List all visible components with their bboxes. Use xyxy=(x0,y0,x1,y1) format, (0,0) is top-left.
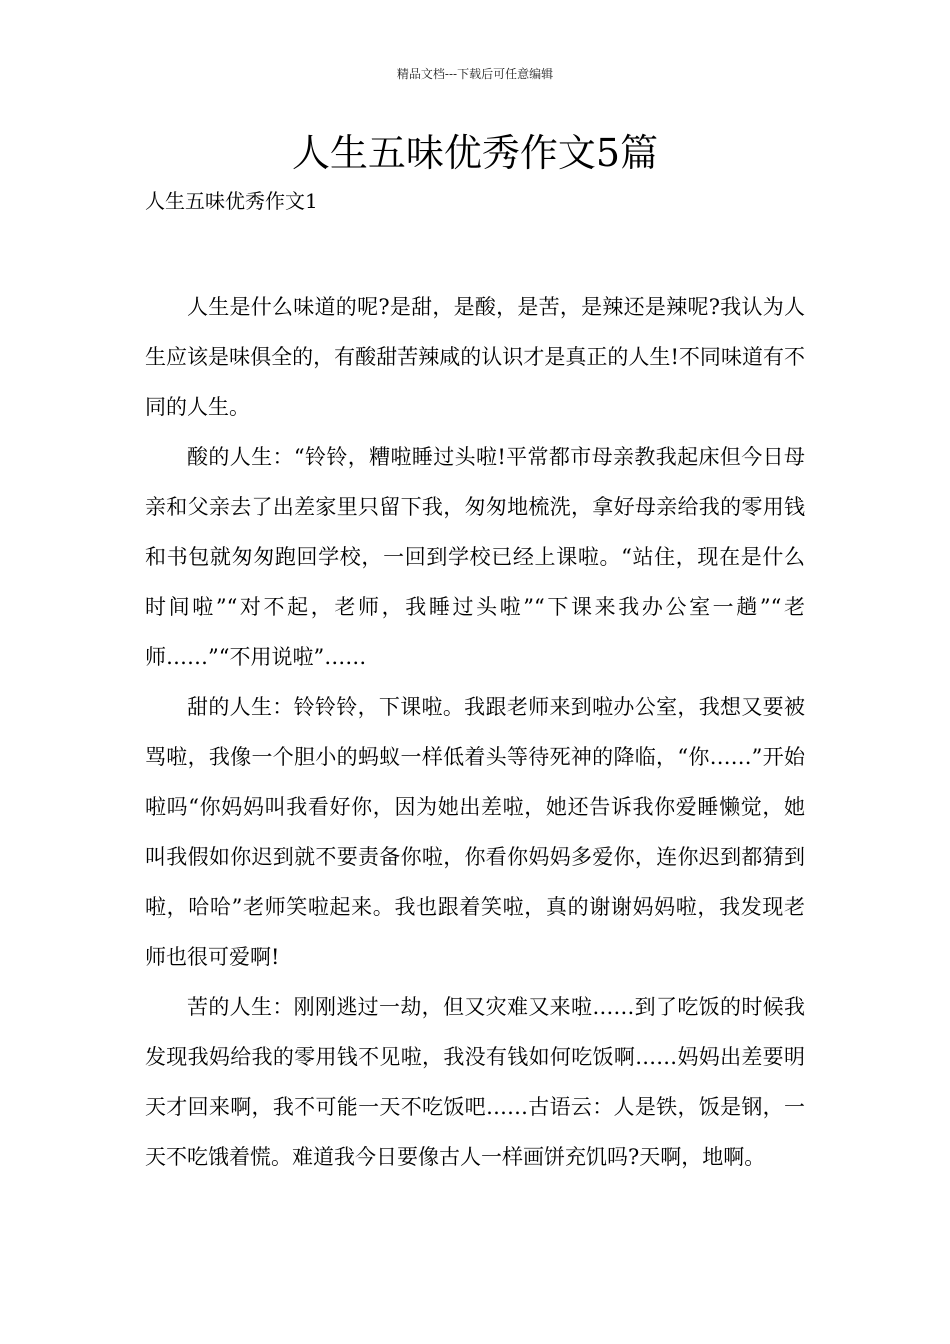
paragraph-sweet: 甜的人生：铃铃铃，下课啦。我跟老师来到啦办公室，我想又要被骂啦，我像一个胆小的蚂蚁一样低着头等待死神的降临，“你……”开始啦吗“你妈妈叫我看好你，因为她出差啦，她还告诉我你爱睡懒觉，她叫我假如你迟到就不要责备你啦，你看你妈妈多爱你，连你迟到都猜到啦，哈哈”老师笑啦起来。我也跟着笑啦，真的谢谢妈妈啦，我发现老师也很可爱啊! xyxy=(145,695,805,969)
paragraph-bitter: 苦的人生：刚刚逃过一劫，但又灾难又来啦……到了吃饭的时候我发现我妈给我的零用钱不见啦，我没有钱如何吃饭啊……妈妈出差要明天才回来啊，我不可能一天不吃饭吧……古语云：人是铁，饭是钢，一天不吃饿着慌。难道我今日要像古人一样画饼充饥吗?天啊，地啊。 xyxy=(145,995,805,1169)
header-note: 精品文档---下载后可任意编辑 xyxy=(396,67,554,81)
paragraph-sour: 酸的人生：“铃铃，糟啦睡过头啦!平常都市母亲教我起床但今日母亲和父亲去了出差家里只留下我，匆匆地梳洗，拿好母亲给我的零用钱和书包就匆匆跑回学校，一回到学校已经上课啦。“站住，现在是什么时间啦”“对不起，老师，我睡过头啦”“下课来我办公室一趟”“老师……”“不用说啦”…… xyxy=(145,445,805,669)
essay-subtitle: 人生五味优秀作文1 xyxy=(145,189,318,213)
document-title: 人生五味优秀作文5篇 xyxy=(291,131,659,175)
paragraph-intro: 人生是什么味道的呢?是甜，是酸，是苦，是辣还是辣呢?我认为人生应该是味俱全的，有酸甜苦辣咸的认识才是真正的人生!不同味道有不同的人生。 xyxy=(145,295,805,419)
essay-body xyxy=(145,282,805,1182)
